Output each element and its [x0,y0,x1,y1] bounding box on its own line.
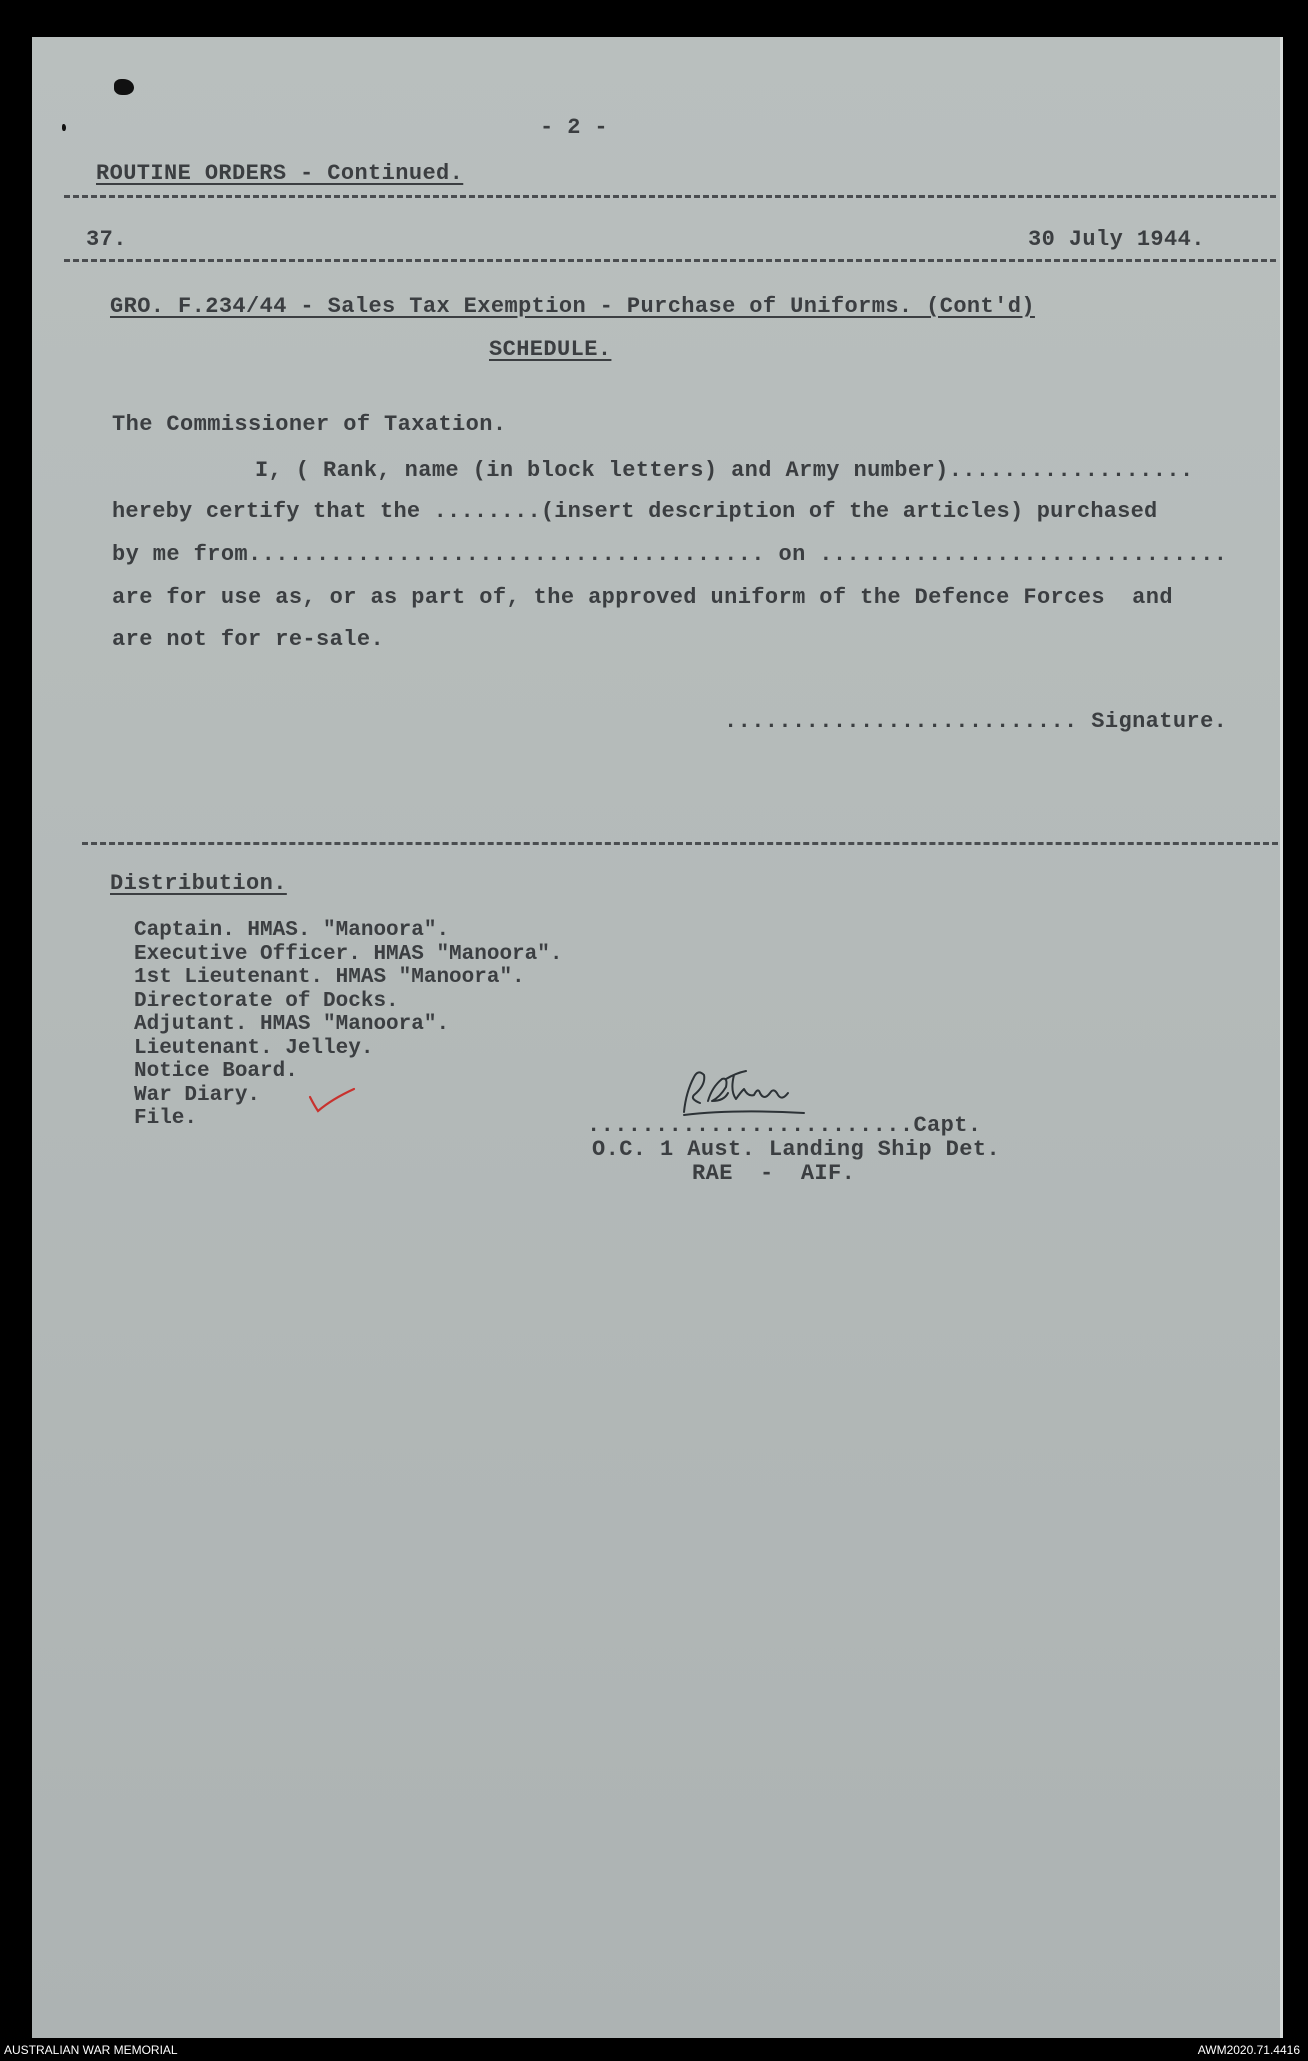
archive-footer [0,2040,1308,2061]
page-number: - 2 - [540,115,609,140]
distribution-item: War Diary. [134,1083,261,1107]
archive-credit: AUSTRALIAN WAR MEMORIAL [4,2043,178,2057]
distribution-item: Executive Officer. HMAS "Manoora". [134,942,563,966]
routine-orders-title: ROUTINE ORDERS - Continued. [96,161,464,186]
divider-middle [82,842,1278,845]
divider-top-2 [64,259,1276,262]
document-page [32,37,1280,2038]
handwritten-signature [664,1057,814,1127]
certificate-line-5: are not for re-sale. [112,627,385,652]
distribution-item: Lieutenant. Jelley. [134,1036,374,1060]
distribution-item: Captain. HMAS. "Manoora". [134,919,450,942]
signature-line: .......................... Signature. [724,709,1228,734]
schedule-heading: SCHEDULE. [489,337,612,362]
distribution-item: Adjutant. HMAS "Manoora". [134,1013,450,1036]
certificate-line-2: hereby certify that the ........(insert description of the articles) purchased [112,499,1158,524]
archive-reference: AWM2020.71.4416 [1197,2043,1300,2057]
paper-edge [1280,37,1283,2038]
signatory-unit: O.C. 1 Aust. Landing Ship Det. [592,1137,1001,1162]
distribution-item: 1st Lieutenant. HMAS "Manoora". [134,966,525,989]
signatory-dotted-line: ........................Capt. [587,1113,982,1138]
check-mark-icon [308,1087,358,1117]
punch-mark [114,79,134,95]
distribution-item: File. [134,1107,198,1130]
punch-mark-small [62,124,66,131]
distribution-item: Notice Board. [134,1060,298,1083]
certificate-line-4: are for use as, or as part of, the approved uniform of the Defence Forces and [112,585,1173,610]
signatory-corps: RAE - AIF. [692,1161,856,1186]
distribution-heading: Distribution. [110,871,287,896]
certificate-line-1: I, ( Rank, name (in block letters) and Army number).................. [255,458,1194,483]
order-number: 37. [86,227,127,252]
divider-top-1 [64,195,1276,198]
section-heading: GRO. F.234/44 - Sales Tax Exemption - Purchase of Uniforms. (Cont'd) [110,294,1035,319]
certificate-addressee: The Commissioner of Taxation. [112,412,507,437]
distribution-item: Directorate of Docks. [134,989,399,1013]
certificate-line-3: by me from...................................... on .............................. [112,542,1228,567]
order-date: 30 July 1944. [1028,227,1205,252]
